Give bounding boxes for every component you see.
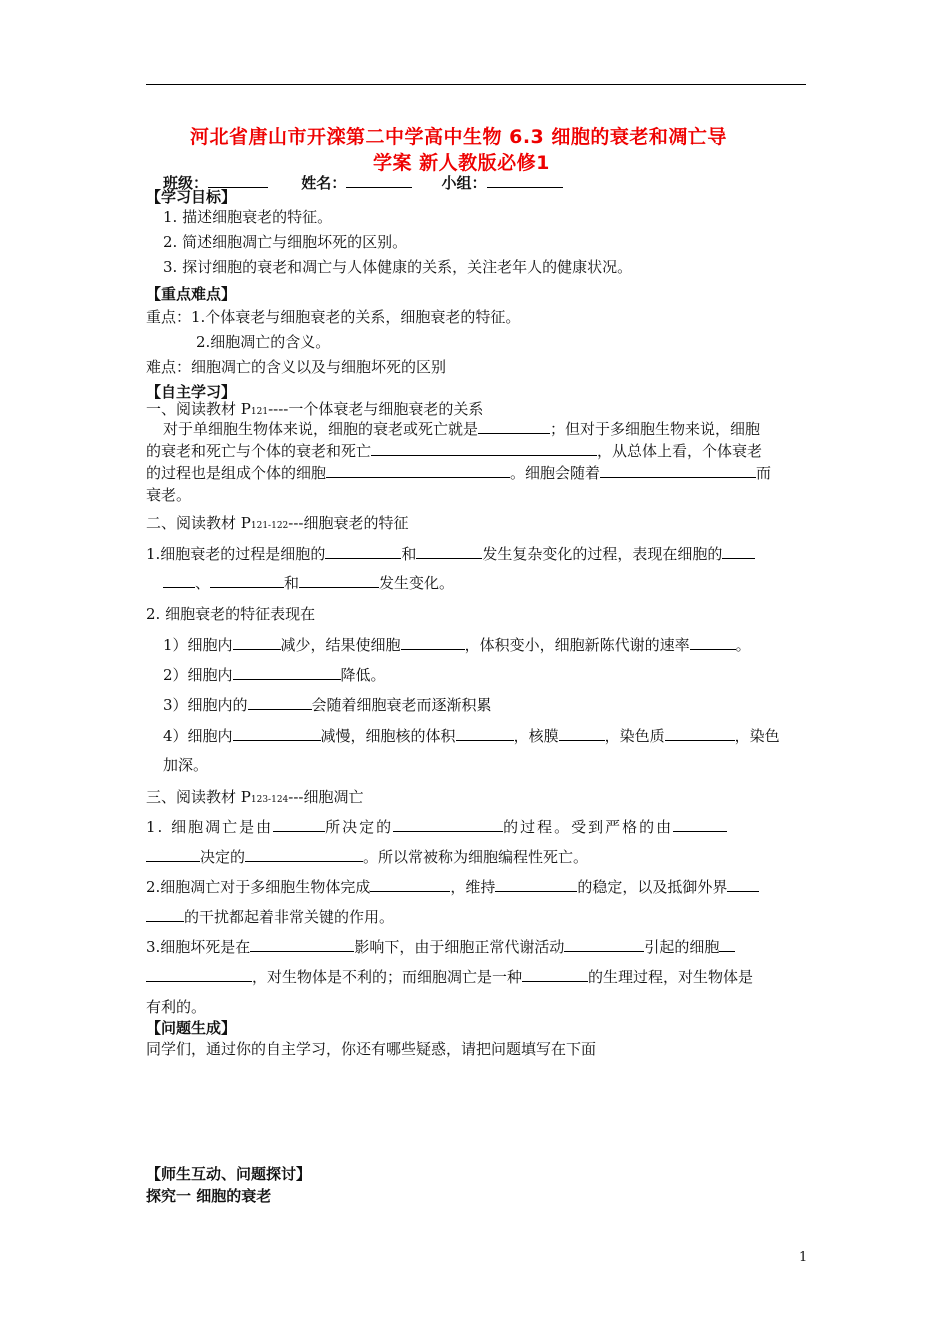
blank[interactable] <box>172 847 200 862</box>
blank[interactable] <box>690 635 736 650</box>
difficulty: 难点：细胞凋亡的含义以及与细胞坏死的区别 <box>146 358 447 376</box>
explore-1-heading: 探究一 细胞的衰老 <box>146 1187 272 1205</box>
part3-q3: 3.细胞坏死是在 影响下，由于细胞正常代谢活动 引起的细胞 <box>146 936 735 957</box>
blank[interactable] <box>393 817 503 832</box>
doc-title-line2: 学案 新人教版必修1 <box>373 152 550 174</box>
class-label: 班级： <box>163 174 209 192</box>
blank[interactable] <box>478 419 550 434</box>
blank[interactable] <box>248 695 312 710</box>
goal-3: 3. 探讨细胞的衰老和凋亡与人体健康的关系，关注老年人的健康状况。 <box>163 258 633 276</box>
page-number: 1 <box>799 1250 808 1265</box>
blank[interactable] <box>401 635 465 650</box>
part3-heading: 三、阅读教材 P123-124---细胞凋亡 <box>146 788 364 806</box>
blank[interactable] <box>495 877 577 892</box>
blank[interactable] <box>299 573 379 588</box>
blank[interactable] <box>548 967 588 982</box>
part2-q2: 2. 细胞衰老的特征表现在 <box>146 605 316 623</box>
part3-q1-cont: 决定的 。所以常被称为细胞编程性死亡。 <box>146 846 588 867</box>
blank[interactable] <box>146 907 184 922</box>
blank[interactable] <box>416 544 482 559</box>
section-self-study: 【自主学习】 <box>146 383 237 401</box>
part2-item2: 2）细胞内 降低。 <box>163 666 386 684</box>
part1-heading: 一、阅读教材 P121----一个体衰老与细胞衰老的关系 <box>146 400 484 418</box>
blank[interactable] <box>456 726 514 741</box>
top-rule <box>146 84 806 85</box>
section-key-points: 【重点难点】 <box>146 285 237 303</box>
blank[interactable] <box>146 967 252 982</box>
part3-q2: 2.细胞凋亡对于多细胞生物体完成 ，维持 的稳定，以及抵御外界 <box>146 876 759 897</box>
blank[interactable] <box>326 463 510 478</box>
goal-1: 1. 描述细胞衰老的特征。 <box>163 208 333 226</box>
blank[interactable] <box>559 726 605 741</box>
part1-line3: 的过程也是组成个体的细胞 。细胞会随着 而 <box>146 464 772 482</box>
part1-line4: 衰老。 <box>146 486 192 504</box>
blank[interactable] <box>371 441 597 456</box>
blank[interactable] <box>727 877 759 892</box>
blank[interactable] <box>163 573 195 588</box>
section-goals: 【学习目标】 <box>146 188 237 206</box>
blank[interactable] <box>600 463 756 478</box>
group-blank[interactable] <box>487 173 563 188</box>
blank[interactable] <box>370 877 450 892</box>
blank[interactable] <box>719 937 735 952</box>
group-label: 小组： <box>441 174 487 192</box>
blank[interactable] <box>233 726 321 741</box>
part2-item3: 3）细胞内的 会随着细胞衰老而逐渐积累 <box>163 696 492 714</box>
part1-line2: 的衰老和死亡与个体的衰老和死亡 ，从总体上看，个体衰老 <box>146 442 763 460</box>
part2-item4: 4）细胞内 减慢，细胞核的体积 ，核膜 ，染色质 ，染色 <box>163 727 780 745</box>
part3-q3-cont: ，对生物体是不利的；而细胞凋亡是一种 的生理过程，对生物体是 <box>146 966 753 987</box>
blank[interactable] <box>522 967 548 982</box>
key-point-1: 重点：1.个体衰老与细胞衰老的关系，细胞衰老的特征。 <box>146 308 521 326</box>
part1-line1: 对于单细胞生物体来说，细胞的衰老或死亡就是 ；但对于多细胞生物来说，细胞 <box>163 420 761 438</box>
blank[interactable] <box>210 573 284 588</box>
blank[interactable] <box>665 726 735 741</box>
part2-q1-cont: 、 和 发生变化。 <box>163 572 454 593</box>
blank[interactable] <box>722 544 755 559</box>
part3-q3-end: 有利的。 <box>146 998 207 1016</box>
name-label: 姓名： <box>301 174 347 192</box>
blank[interactable] <box>673 817 727 832</box>
questions-prompt: 同学们，通过你的自主学习，你还有哪些疑惑，请把问题填写在下面 <box>146 1040 597 1058</box>
blank[interactable] <box>146 847 172 862</box>
blank[interactable] <box>233 665 341 680</box>
name-blank[interactable] <box>346 173 412 188</box>
blank[interactable] <box>233 635 281 650</box>
blank[interactable] <box>273 817 325 832</box>
blank[interactable] <box>245 847 363 862</box>
doc-title-line1: 河北省唐山市开滦第二中学高中生物 6.3 细胞的衰老和凋亡导 <box>190 126 727 148</box>
part3-q2-cont: 的干扰都起着非常关键的作用。 <box>146 906 394 927</box>
blank[interactable] <box>250 937 354 952</box>
blank[interactable] <box>564 937 644 952</box>
key-point-2: 2.细胞凋亡的含义。 <box>196 333 331 351</box>
part2-heading: 二、阅读教材 P121-122---细胞衰老的特征 <box>146 514 409 532</box>
part3-q1: 1. 细胞凋亡是由 所决定的 的过程。受到严格的由 <box>146 816 727 837</box>
part2-q1: 1.细胞衰老的过程是细胞的 和 发生复杂变化的过程，表现在细胞的 <box>146 543 755 564</box>
goal-2: 2. 简述细胞凋亡与细胞坏死的区别。 <box>163 233 408 251</box>
section-interaction: 【师生互动、问题探讨】 <box>146 1165 312 1183</box>
part2-item1: 1）细胞内 减少，结果使细胞 ，体积变小，细胞新陈代谢的速率 。 <box>163 636 751 654</box>
blank[interactable] <box>325 544 401 559</box>
part2-item4-cont: 加深。 <box>163 756 209 774</box>
section-questions: 【问题生成】 <box>146 1019 237 1037</box>
